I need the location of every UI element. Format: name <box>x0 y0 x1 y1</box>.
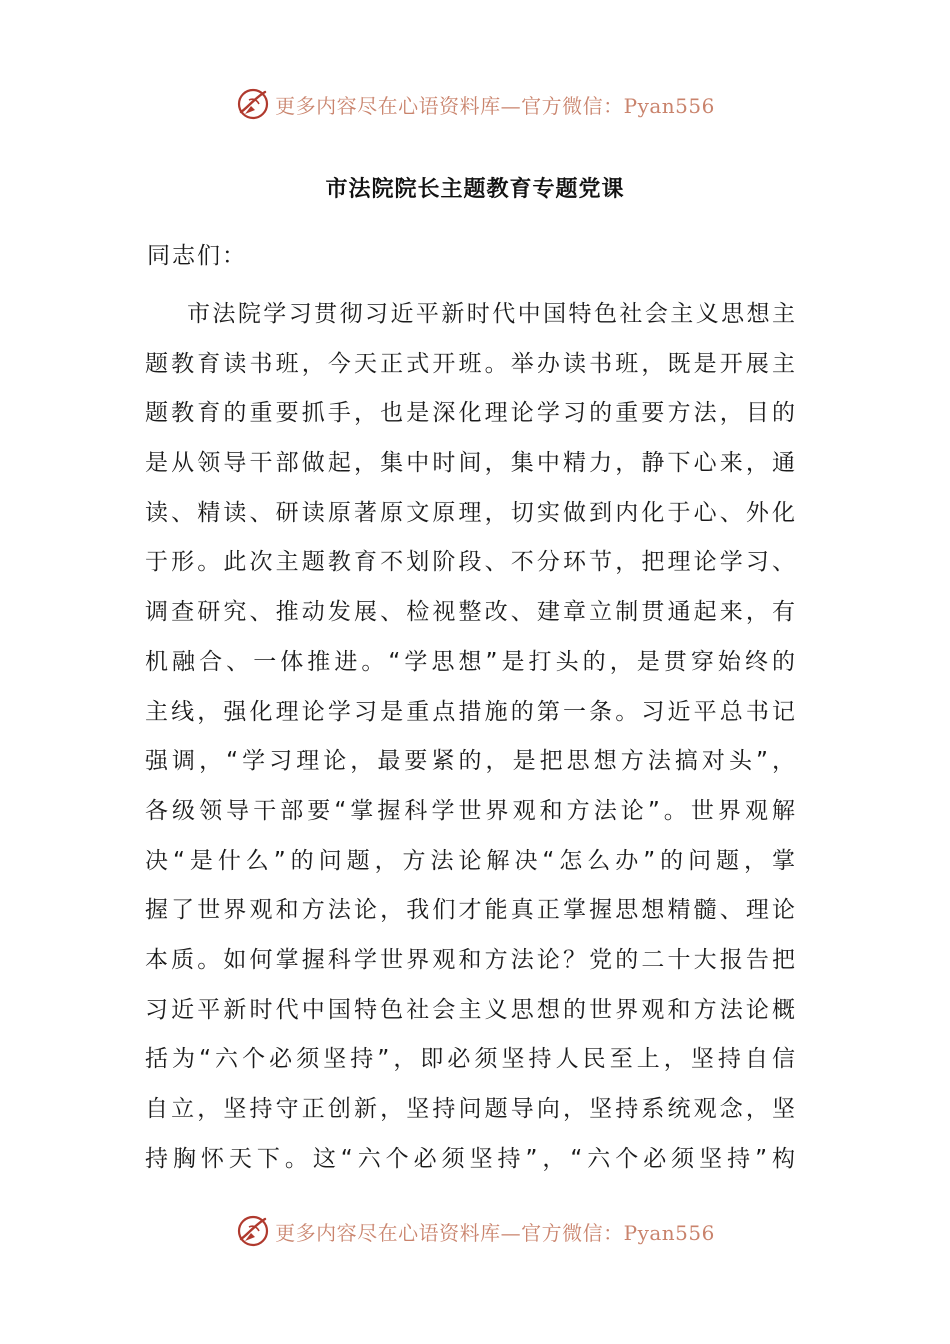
footer-banner-text: 更多内容尽在心语资料库—官方微信：Pyan556 <box>275 1220 715 1245</box>
footer-banner <box>0 1211 950 1251</box>
paragraph-line: 自立，坚持守正创新，坚持问题导向，坚持系统观念，坚 <box>145 1096 795 1122</box>
paragraph-line: 本质。如何掌握科学世界观和方法论？党的二十大报告把 <box>145 946 795 973</box>
paragraph-line: 市法院学习贯彻习近平新时代中国特色社会主义思想主 <box>187 301 795 327</box>
paragraph-line: 调查研究、推动发展、检视整改、建章立制贯通起来，有 <box>145 599 795 626</box>
paragraph-line: 强调，“学习理论，最要紧的，是把思想方法搞对头”， <box>145 748 795 775</box>
header-banner-text: 更多内容尽在心语资料库—官方微信：Pyan556 <box>275 93 715 118</box>
paragraph-line: 于形。此次主题教育不划阶段、不分环节，把理论学习、 <box>145 549 795 576</box>
document-title: 市法院院长主题教育专题党课 <box>325 176 625 202</box>
paragraph-line: 题教育读书班，今天正式开班。举办读书班，既是开展主 <box>145 350 795 377</box>
paragraph-line: 决“是什么”的问题，方法论解决“怎么办”的问题，掌 <box>145 847 795 874</box>
header-banner <box>0 84 950 124</box>
paragraph-line: 机融合、一体推进。“学思想”是打头的，是贯穿始终的 <box>145 648 795 675</box>
paragraph-line: 各级领导干部要“掌握科学世界观和方法论”。世界观解 <box>145 797 795 824</box>
paragraph-line: 括为“六个必须坚持”，即必须坚持人民至上，坚持自信 <box>145 1046 795 1073</box>
paragraph-line: 习近平新时代中国特色社会主义思想的世界观和方法论概 <box>145 996 795 1023</box>
paragraph-line: 持胸怀天下。这“六个必须坚持”，“六个必须坚持”构 <box>145 1145 795 1172</box>
body-paragraph <box>145 290 795 1184</box>
paragraph-line: 读、精读、研读原著原文原理，切实做到内化于心、外化 <box>145 499 795 526</box>
greeting: 同志们： <box>147 243 247 269</box>
pen-logo-icon <box>235 86 271 122</box>
paragraph-line: 是从领导干部做起，集中时间，集中精力，静下心来，通 <box>145 450 795 477</box>
paragraph-line: 主线，强化理论学习是重点措施的第一条。习近平总书记 <box>145 698 795 725</box>
paragraph-line: 握了世界观和方法论，我们才能真正掌握思想精髓、理论 <box>145 897 795 924</box>
paragraph-line: 题教育的重要抓手，也是深化理论学习的重要方法，目的 <box>145 400 795 427</box>
pen-logo-icon <box>235 1213 271 1249</box>
